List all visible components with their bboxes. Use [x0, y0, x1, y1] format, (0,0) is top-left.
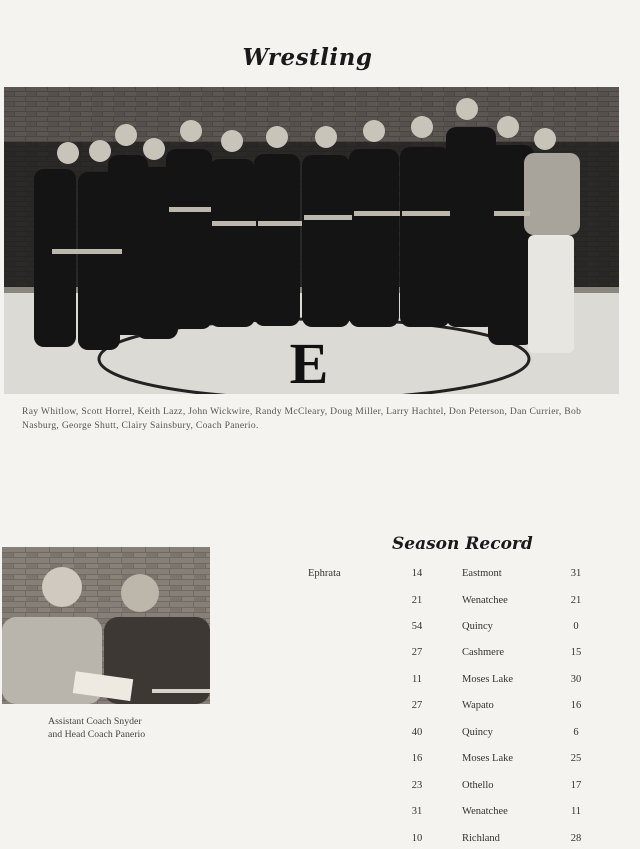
opponent-name: Wenatchee [462, 595, 508, 606]
opponent-name: Wenatchee [462, 806, 508, 817]
coach-caption-line-2: and Head Coach Panerio [48, 729, 146, 740]
opponent-score: 17 [570, 780, 582, 791]
opponent-score: 25 [570, 753, 582, 764]
opponent-score: 30 [570, 674, 582, 685]
opponent-name: Wapato [462, 700, 494, 711]
opponent-name: Cashmere [462, 647, 504, 658]
our-score: 31 [411, 806, 423, 817]
team-name: Ephrata [308, 568, 341, 579]
our-score: 11 [411, 674, 423, 685]
our-score: 27 [411, 700, 423, 711]
record-row [0, 753, 640, 769]
team-photo [4, 87, 619, 394]
opponent-score: 31 [570, 568, 582, 579]
record-row [0, 595, 640, 611]
our-score: 54 [411, 621, 423, 632]
our-score: 16 [411, 753, 423, 764]
opponent-score: 0 [573, 621, 579, 632]
opponent-name: Richland [462, 833, 500, 844]
record-row [0, 674, 640, 690]
record-row [0, 568, 640, 584]
record-row [0, 780, 640, 796]
opponent-score: 15 [570, 647, 582, 658]
opponent-name: Othello [462, 780, 494, 791]
opponent-name: Quincy [462, 621, 493, 632]
opponent-score: 16 [570, 700, 582, 711]
our-score: 23 [411, 780, 423, 791]
record-row [0, 727, 640, 743]
opponent-name: Eastmont [462, 568, 502, 579]
coach-caption-line-1: Assistant Coach Snyder [48, 716, 142, 727]
our-score: 27 [411, 647, 423, 658]
opponent-name: Moses Lake [462, 674, 514, 685]
record-row [0, 806, 640, 822]
record-row [0, 647, 640, 663]
record-row [0, 833, 640, 849]
opponent-score: 21 [570, 595, 582, 606]
opponent-score: 11 [570, 806, 582, 817]
our-score: 21 [411, 595, 423, 606]
floor-emblem: E [289, 331, 329, 394]
page-title: Wrestling [242, 44, 373, 71]
our-score: 40 [411, 727, 423, 738]
our-score: 10 [411, 833, 423, 844]
team-caption: Ray Whitlow, Scott Horrel, Keith Lazz, John Wickwire, Randy McCleary, Doug Miller, Larry Hachtel, Don Peterson, Dan Currier, Bob Nasburg, George Shutt, Clairy Sainsbury, Coach Panerio. [22, 406, 582, 431]
season-record-title: Season Record [392, 534, 533, 554]
opponent-name: Quincy [462, 727, 493, 738]
opponent-score: 6 [573, 727, 579, 738]
our-score: 14 [411, 568, 423, 579]
record-row [0, 621, 640, 637]
opponent-score: 28 [570, 833, 582, 844]
record-row [0, 700, 640, 716]
opponent-name: Moses Lake [462, 753, 514, 764]
